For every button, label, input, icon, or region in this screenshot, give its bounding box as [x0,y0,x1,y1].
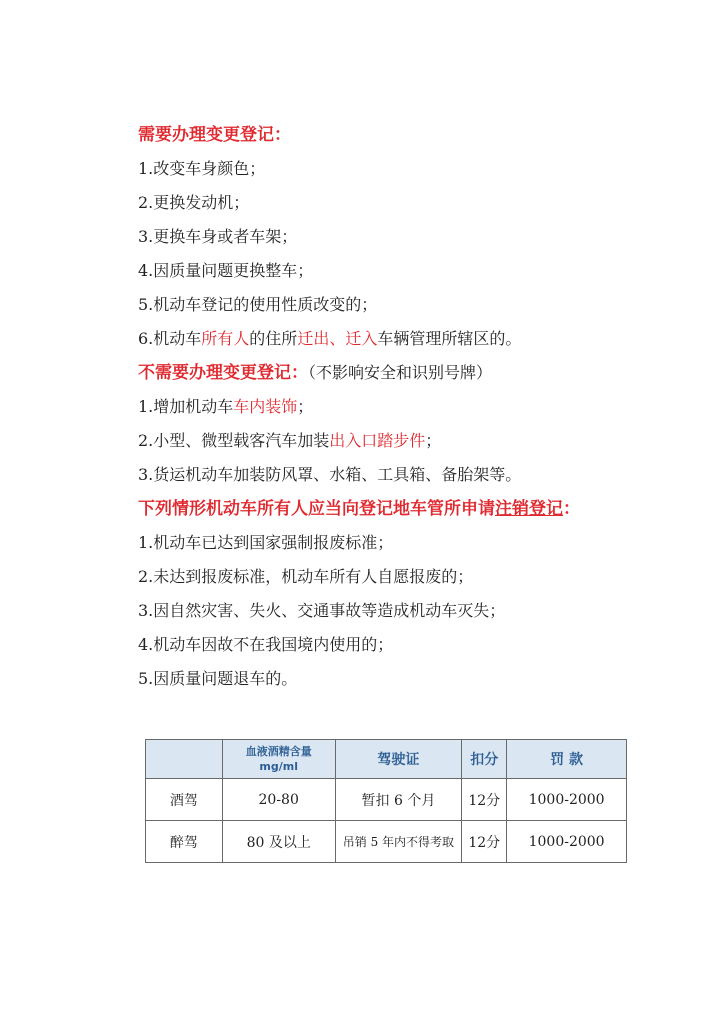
no-change-item-1 [138,390,678,424]
drunk-driving-penalty-table [145,739,627,863]
header-points: 扣分 [462,740,507,779]
no-change-heading-text: 不需要办理变更登记： [138,363,308,383]
row-bac: 20-80 [222,779,335,821]
change-item-1: 1.改变车身颜色； [138,159,266,178]
no-change-item-1-highlight: 车内装饰 [233,397,298,416]
cancel-item-2: 2.未达到报废标准，机动车所有人自愿报废的； [138,567,474,586]
row-points: 12分 [462,821,507,863]
cancel-item-4: 4.机动车因故不在我国境内使用的； [138,635,394,654]
header-blank [146,740,223,779]
no-change-item-1-end: ； [297,397,314,416]
row-bac: 80 及以上 [222,821,335,863]
cancel-heading-end: ： [563,499,580,519]
change-item-6-text-1: 6.机动车 [138,329,202,348]
row-license: 暂扣 6 个月 [335,779,462,821]
no-change-item-2-highlight: 出入口踏步件 [329,431,426,450]
row-points: 12分 [462,779,507,821]
cancel-registration-heading [138,492,678,526]
cancel-item-1: 1.机动车已达到国家强制报废标准； [138,533,394,552]
row-license: 吊销 5 年内不得考取 [335,821,462,863]
document-body [138,118,678,696]
header-license: 驾驶证 [335,740,462,779]
row-type: 醉驾 [146,821,223,863]
change-item-4: 4.因质量问题更换整车； [138,261,314,280]
header-fine: 罚 款 [507,740,627,779]
table-header-row [146,740,627,779]
header-bac [222,740,335,779]
change-item-3: 3.更换车身或者车架； [138,227,298,246]
no-change-heading-note: （不影响安全和识别号牌） [308,363,493,382]
change-item-6-highlight-move: 迁出、迁入 [297,329,378,348]
cancel-heading-underlined: 注销登记 [495,499,563,519]
row-fine: 1000-2000 [507,821,627,863]
header-bac-unit: mg/ml [259,760,298,773]
change-item-6-highlight-owner: 所有人 [201,329,250,348]
table-row [146,779,627,821]
cancel-item-3: 3.因自然灾害、失火、交通事故等造成机动车灭失； [138,601,506,620]
change-item-2: 2.更换发动机； [138,193,250,212]
no-change-item-2 [138,424,678,458]
change-item-6-text-2: 的住所 [249,329,298,348]
no-change-item-2-text: 2.小型、微型载客汽车加装 [138,431,330,450]
no-change-registration-heading [138,356,678,390]
row-fine: 1000-2000 [507,779,627,821]
cancel-heading-text: 下列情形机动车所有人应当向登记地车管所申请 [138,499,495,519]
no-change-item-2-end: ； [425,431,442,450]
table-row [146,821,627,863]
change-item-6-text-3: 车辆管理所辖区的。 [377,329,522,348]
change-item-6 [138,322,678,356]
cancel-item-5: 5.因质量问题退车的。 [138,669,298,688]
header-bac-label: 血液酒精含量 [245,745,312,758]
no-change-item-3: 3.货运机动车加装防风罩、水箱、工具箱、备胎架等。 [138,465,522,484]
row-type: 酒驾 [146,779,223,821]
no-change-item-1-text: 1.增加机动车 [138,397,234,416]
change-registration-heading: 需要办理变更登记： [138,125,291,145]
change-item-5: 5.机动车登记的使用性质改变的； [138,295,378,314]
